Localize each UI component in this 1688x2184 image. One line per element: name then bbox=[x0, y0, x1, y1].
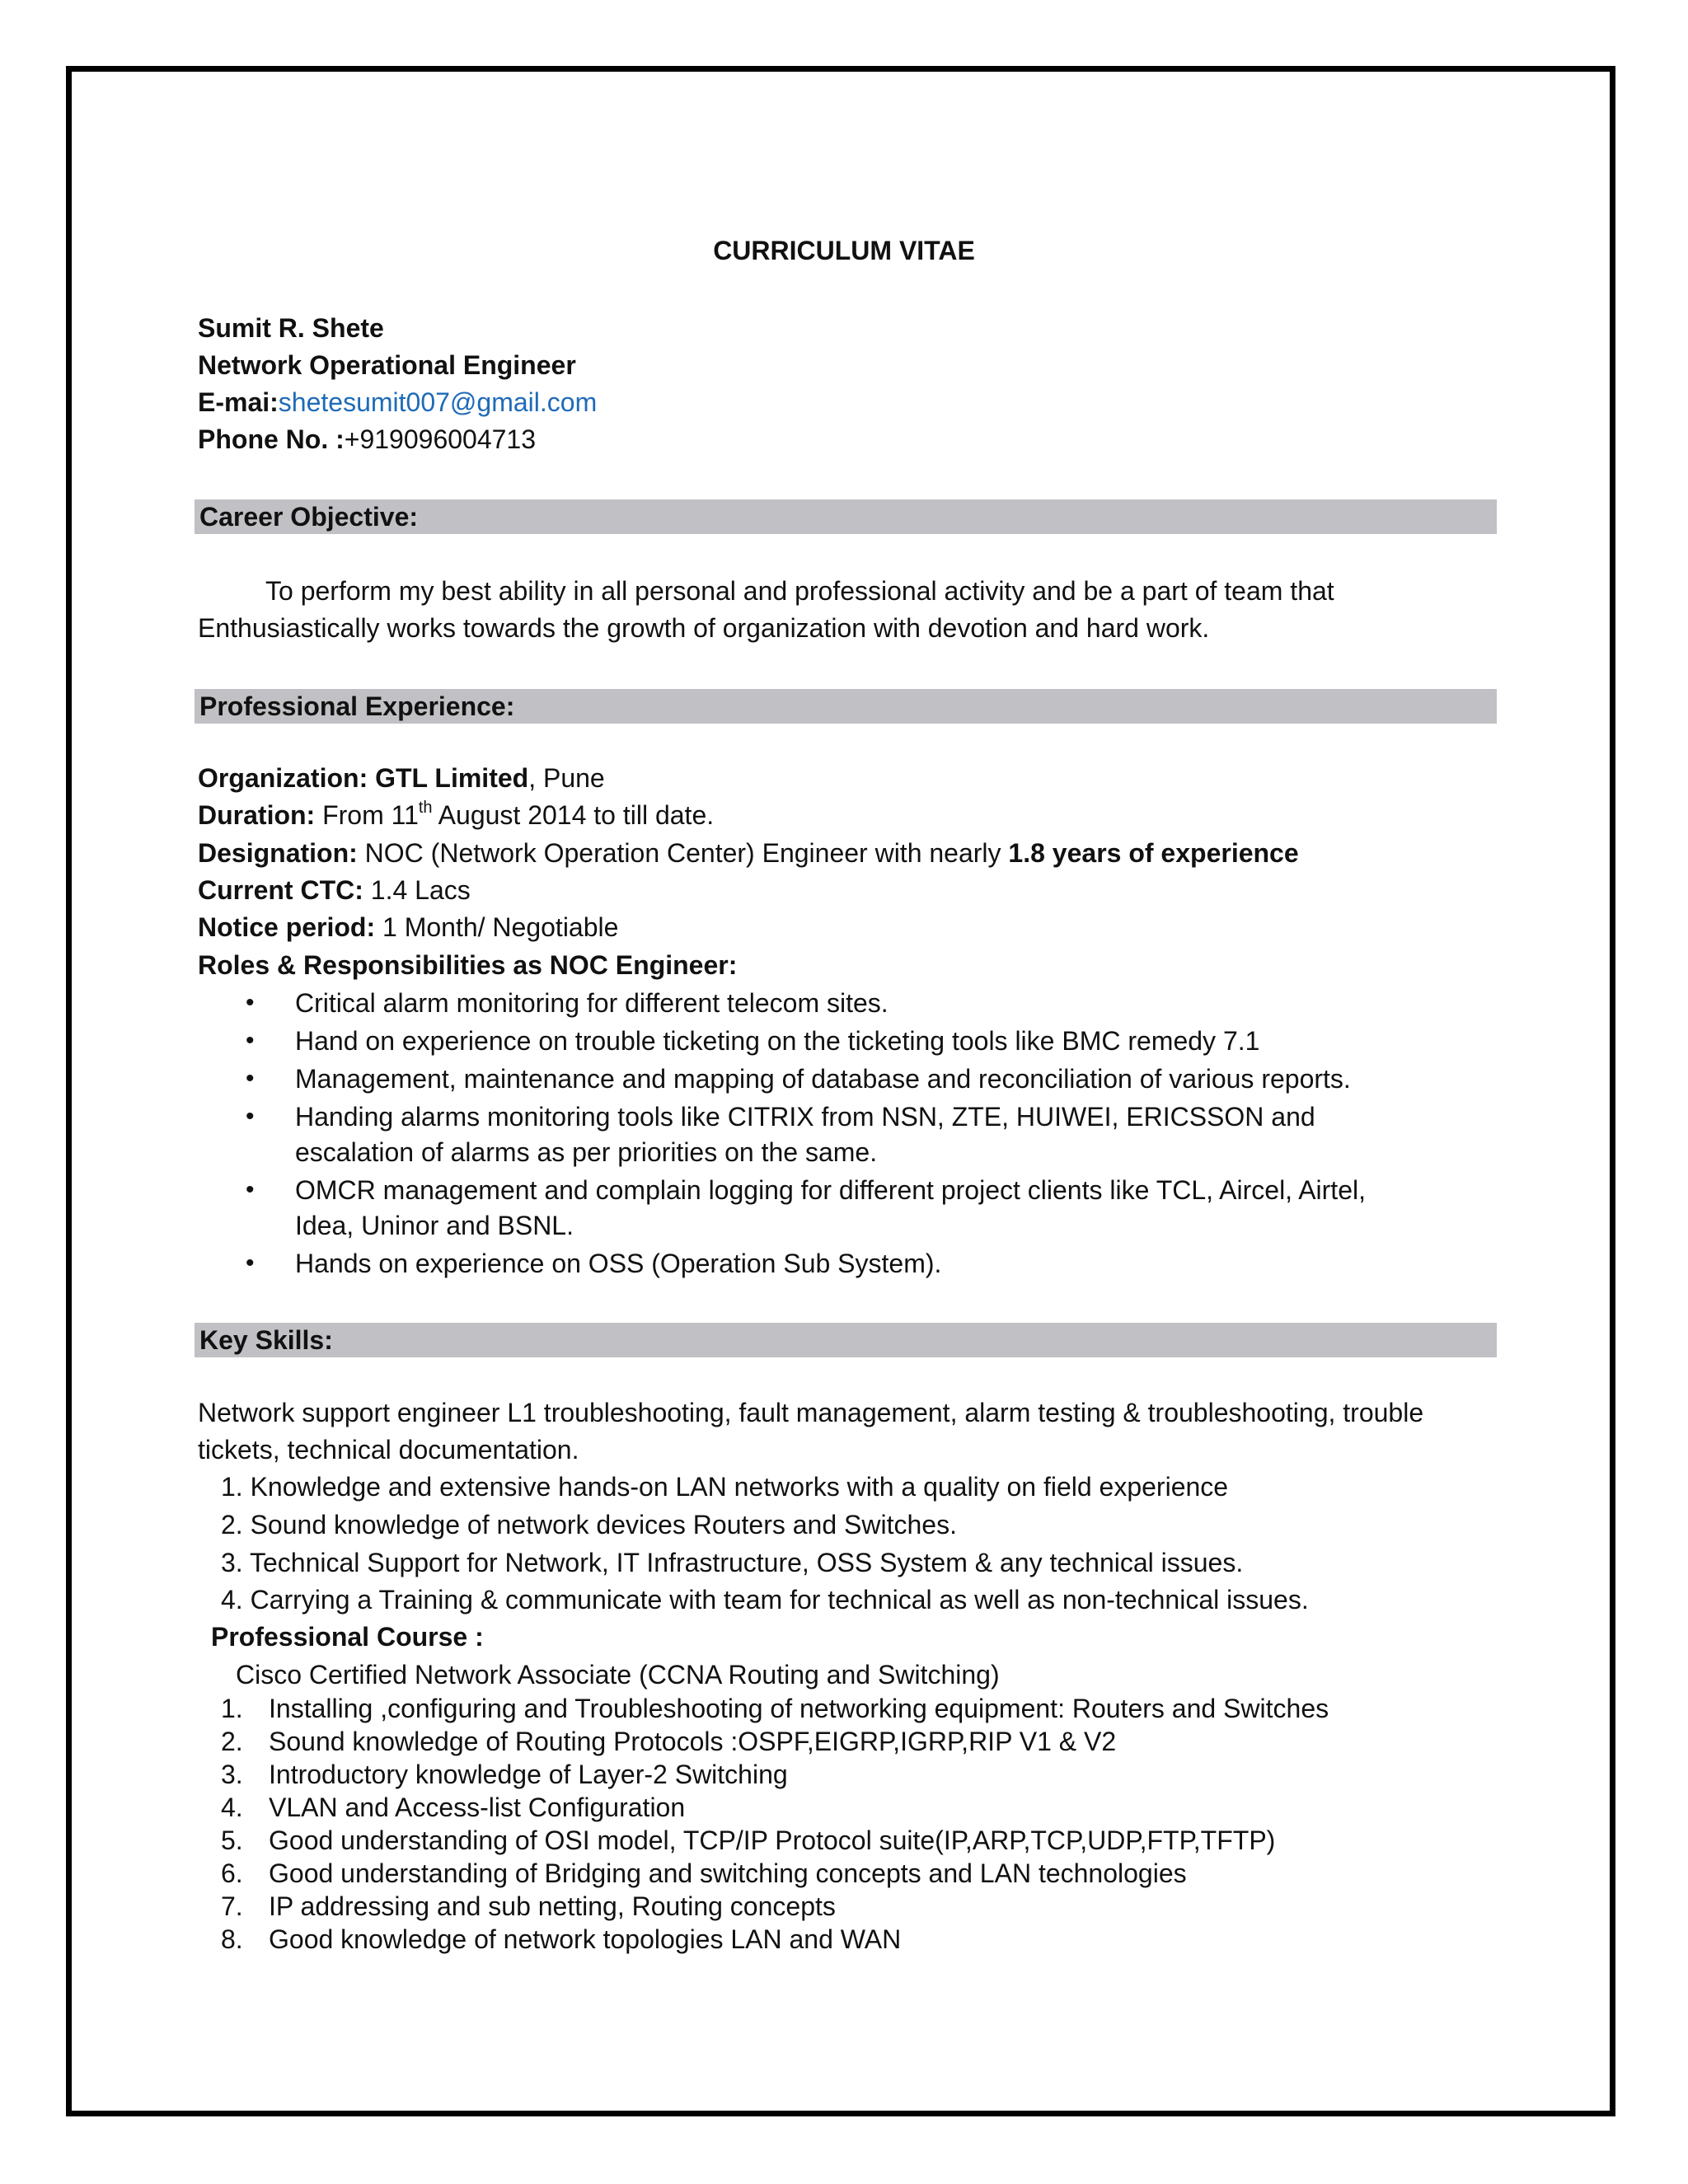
notice-row bbox=[198, 911, 618, 944]
skills-intro-line-2: tickets, technical documentation. bbox=[198, 1435, 579, 1465]
email-label: E-mai: bbox=[198, 387, 279, 417]
role-item-continuation: escalation of alarms as per priorities on the same. bbox=[295, 1137, 878, 1167]
email-link[interactable]: shetesumit007@gmail.com bbox=[278, 387, 598, 417]
professional-course-heading: Professional Course : bbox=[211, 1622, 484, 1652]
skill-item: 3. Technical Support for Network, IT Infrastructure, OSS System & any technical issues. bbox=[221, 1548, 1244, 1577]
candidate-name: Sumit R. Shete bbox=[198, 313, 384, 343]
course-item-number: 7. bbox=[221, 1891, 243, 1921]
candidate-role: Network Operational Engineer bbox=[198, 350, 576, 380]
skill-item: 4. Carrying a Training & communicate with team for technical as well as non-technical issues. bbox=[221, 1585, 1309, 1615]
designation-row bbox=[198, 837, 1299, 869]
email-row bbox=[198, 386, 597, 419]
role-item: OMCR management and complain logging for different project clients like TCL, Aircel, Airtel, bbox=[295, 1175, 1366, 1205]
bullet-glyph: • bbox=[246, 1103, 255, 1130]
duration-superscript: th bbox=[418, 799, 433, 818]
course-item-number: 1. bbox=[221, 1694, 243, 1723]
role-item: Hand on experience on trouble ticketing on the ticketing tools like BMC remedy 7.1 bbox=[295, 1026, 1260, 1056]
ctc-value: 1.4 Lacs bbox=[363, 875, 471, 905]
objective-line-1: To perform my best ability in all personal and professional activity and be a part of team that bbox=[265, 576, 1334, 606]
ctc-label: Current CTC: bbox=[198, 875, 363, 905]
bullet-glyph: • bbox=[246, 1176, 255, 1203]
experience-years: 1.8 years of experience bbox=[1008, 838, 1299, 868]
skills-intro-line-1: Network support engineer L1 troubleshooting, fault management, alarm testing & troubleshooting, trouble bbox=[198, 1398, 1424, 1427]
duration-label: Duration: bbox=[198, 800, 316, 830]
designation-value: NOC (Network Operation Center) Engineer with nearly bbox=[357, 838, 1009, 868]
organization-location: , Pune bbox=[528, 763, 605, 793]
notice-label: Notice period: bbox=[198, 912, 376, 942]
role-item: Management, maintenance and mapping of database and reconciliation of various reports. bbox=[295, 1064, 1351, 1094]
skill-item: 1. Knowledge and extensive hands-on LAN networks with a quality on field experience bbox=[221, 1472, 1229, 1502]
course-item: Introductory knowledge of Layer-2 Switching bbox=[269, 1760, 788, 1789]
duration-row bbox=[198, 799, 714, 832]
role-item: Critical alarm monitoring for different telecom sites. bbox=[295, 988, 889, 1018]
course-item-number: 8. bbox=[221, 1924, 243, 1954]
course-item: Good understanding of OSI model, TCP/IP Protocol suite(IP,ARP,TCP,UDP,FTP,TFTP) bbox=[269, 1825, 1276, 1855]
bullet-glyph: • bbox=[246, 1027, 255, 1054]
bullet-glyph: • bbox=[246, 989, 255, 1016]
course-item-number: 5. bbox=[221, 1825, 243, 1855]
document-title: CURRICULUM VITAE bbox=[713, 236, 975, 265]
role-item: Hands on experience on OSS (Operation Sub System). bbox=[295, 1249, 942, 1278]
skill-item: 2. Sound knowledge of network devices Routers and Switches. bbox=[221, 1510, 957, 1540]
professional-experience-heading: Professional Experience: bbox=[195, 689, 1497, 724]
course-item: Good knowledge of network topologies LAN and WAN bbox=[269, 1924, 902, 1954]
course-item-number: 3. bbox=[221, 1760, 243, 1789]
phone-value: +919096004713 bbox=[344, 424, 537, 454]
phone-label: Phone No. : bbox=[198, 424, 345, 454]
course-item: Good understanding of Bridging and switching concepts and LAN technologies bbox=[269, 1858, 1187, 1888]
objective-line-2: Enthusiastically works towards the growth of organization with devotion and hard work. bbox=[198, 613, 1210, 643]
course-item: Installing ,configuring and Troubleshooting of networking equipment: Routers and Switches bbox=[269, 1694, 1329, 1723]
key-skills-heading: Key Skills: bbox=[195, 1323, 1497, 1357]
course-item: VLAN and Access-list Configuration bbox=[269, 1793, 686, 1822]
bullet-glyph: • bbox=[246, 1065, 255, 1092]
role-item: Handing alarms monitoring tools like CITRIX from NSN, ZTE, HUIWEI, ERICSSON and bbox=[295, 1102, 1315, 1132]
duration-post: August 2014 to till date. bbox=[432, 800, 715, 830]
organization-row bbox=[198, 762, 605, 794]
ctc-row bbox=[198, 874, 471, 907]
roles-heading: Roles & Responsibilities as NOC Engineer: bbox=[198, 950, 738, 980]
role-item-continuation: Idea, Uninor and BSNL. bbox=[295, 1211, 574, 1240]
organization-label: Organization: GTL Limited bbox=[198, 763, 529, 793]
duration-pre: From 11 bbox=[315, 800, 419, 830]
phone-row bbox=[198, 423, 536, 456]
course-item-number: 6. bbox=[221, 1858, 243, 1888]
bullet-glyph: • bbox=[246, 1249, 255, 1277]
designation-label: Designation: bbox=[198, 838, 358, 868]
career-objective-heading: Career Objective: bbox=[195, 499, 1497, 534]
notice-value: 1 Month/ Negotiable bbox=[375, 912, 619, 942]
course-item-number: 2. bbox=[221, 1727, 243, 1756]
course-item: Sound knowledge of Routing Protocols :OSPF,EIGRP,IGRP,RIP V1 & V2 bbox=[269, 1727, 1117, 1756]
course-name: Cisco Certified Network Associate (CCNA Routing and Switching) bbox=[236, 1660, 1000, 1690]
course-item: IP addressing and sub netting, Routing concepts bbox=[269, 1891, 836, 1921]
course-item-number: 4. bbox=[221, 1793, 243, 1822]
